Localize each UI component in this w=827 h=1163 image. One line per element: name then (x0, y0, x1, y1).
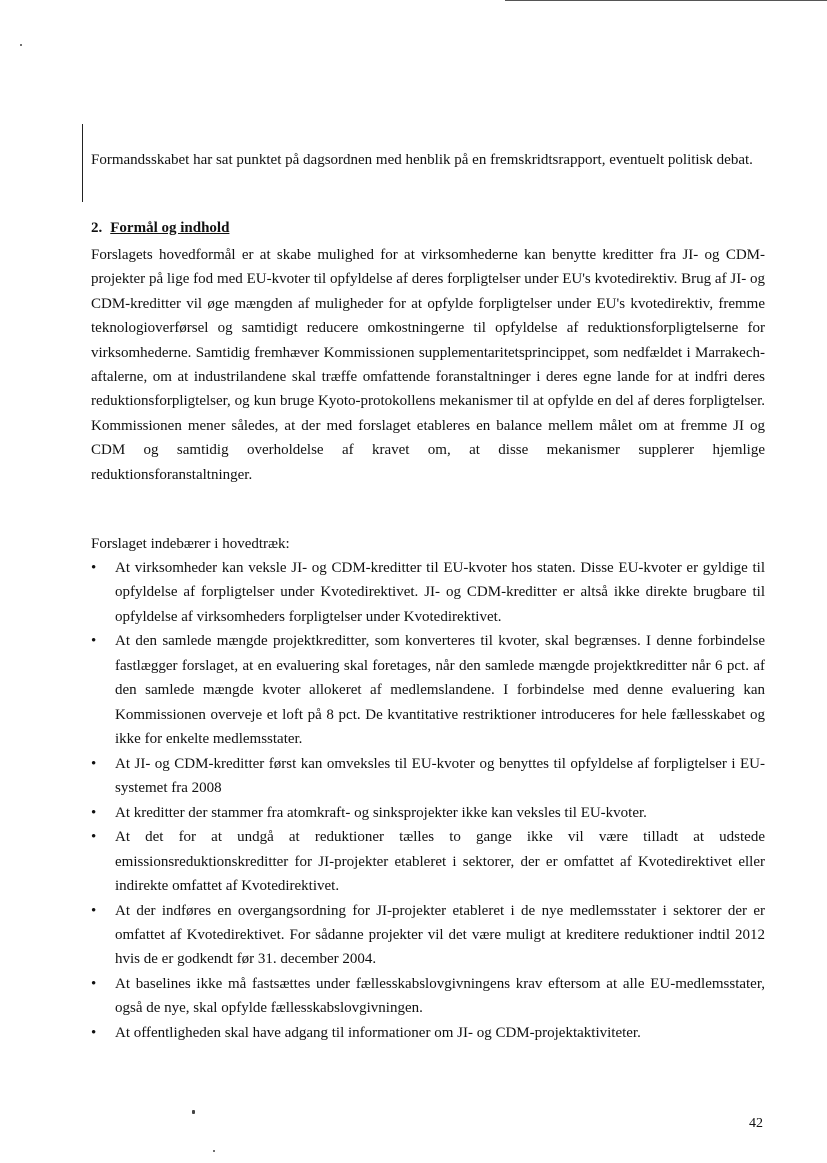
bullet-icon: • (91, 755, 97, 772)
list-item: • At der indføres en overgangsordning for JI-projekter etableret i de nye medlemsstater i sektorer der er omfattet af Kvotedirektivet. For sådanne projekter vil det være muligt at kreditere reduktioner indtil 2012 hvis de er godkendt før 31. december 2004. (91, 899, 765, 972)
summary-intro: Forslaget indebærer i hovedtræk: (91, 536, 290, 552)
bullet-icon: • (91, 1025, 97, 1042)
bullet-icon: • (91, 829, 97, 846)
list-item: • At JI- og CDM-kreditter først kan omveksles til EU-kvoter og benyttes til opfyldelse af forpligtelser i EU-systemet fra 2008 (91, 752, 765, 801)
bullet-icon: • (91, 633, 97, 650)
list-item: • At virksomheder kan veksle JI- og CDM-kreditter til EU-kvoter hos staten. Disse EU-kvoter er gyldige til opfyldelse af forpligtelser under Kvotedirektivet. JI- og CDM-kreditter er altså ikke direkte brugbare til opfyldelse af virksomheders forpligtelser under Kvotedirektivet. (91, 556, 765, 629)
section-heading (91, 220, 229, 237)
page-number: 42 (749, 1116, 763, 1131)
section-title: Formål og indhold (110, 220, 230, 236)
section-paragraph: Forslagets hovedformål er at skabe mulighed for at virksomhederne kan benytte kreditter fra JI- og CDM-projekter på lige fod med EU-kvoter til opfyldelse af deres forpligtelser under EU's kvotedirektiv. Brug af JI- og CDM-kreditter vil øge mængden af muligheder for at opfylde forpligtelser under EU's kvotedirektiv, fremme teknologioverførsel og samtidigt reducere omkostningerne til opfyldelse af reduktionsforpligtelserne for virksomhederne. Samtidig fremhæver Kommissionen supplementaritetsprincippet, som nedfældet i Marrakech-aftalerne, om at industrilandene skal træffe omfattende foranstaltninger i deres egne lande for at indfri deres reduktionsforpligtelser, og kun bruge Kyoto-protokollens mekanismer til at opfylde en del af deres forpligtelser. Kommissionen mener således, at der med forslaget etableres en balance mellem målet om at fremme JI og CDM og samtidig overholdelse af kravet om, at disse mekanismer supplerer hjemlige reduktionsforanstaltninger. (91, 247, 765, 483)
section-number: 2. (91, 220, 103, 236)
list-item: • At den samlede mængde projektkreditter, som konverteres til kvoter, skal begrænses. I denne forbindelse fastlægger forslaget, at en evaluering skal foretages, når den samlede mængde projektkreditter når 6 pct. af den samlede mængde kvoter allokeret af medlemslandene. I forbindelse med denne evaluering kan Kommissionen overveje et loft på 8 pct. De kvantitative restriktioner introduceres for hele fællesskabet og ikke for enkelte medlemsstater. (91, 629, 765, 751)
bullet-icon: • (91, 902, 97, 919)
bullet-icon: • (91, 804, 97, 821)
list-item: • At det for at undgå at reduktioner tælles to gange ikke vil være tilladt at udstede emissionsreduktionskreditter for JI-projekter etableret i sektorer, der er omfattet af Kvotedirektivet eller indirekte omfattet af Kvotedirektivet. (91, 825, 765, 898)
bullet-icon: • (91, 976, 97, 993)
bullet-icon: • (91, 560, 97, 576)
margin-change-bar (82, 124, 83, 202)
summary-list (91, 556, 765, 1046)
list-item: • At offentligheden skal have adgang til informationer om JI- og CDM-projektaktiviteter. (91, 1021, 765, 1045)
scan-speck (20, 44, 22, 46)
list-item: • At baselines ikke må fastsættes under fællesskabslovgivningens krav eftersom at alle EU-medlemsstater, også de nye, skal opfylde fællesskabslovgivningen. (91, 972, 765, 1021)
top-rule (505, 0, 827, 1)
scan-speck (213, 1150, 215, 1152)
intro-paragraph: Formandsskabet har sat punktet på dagsordnen med henblik på en fremskridtsrapport, eventuelt politisk debat. (91, 152, 753, 168)
list-item: • At kreditter der stammer fra atomkraft- og sinksprojekter ikke kan veksles til EU-kvoter. (91, 801, 765, 825)
scan-speck (192, 1110, 195, 1114)
